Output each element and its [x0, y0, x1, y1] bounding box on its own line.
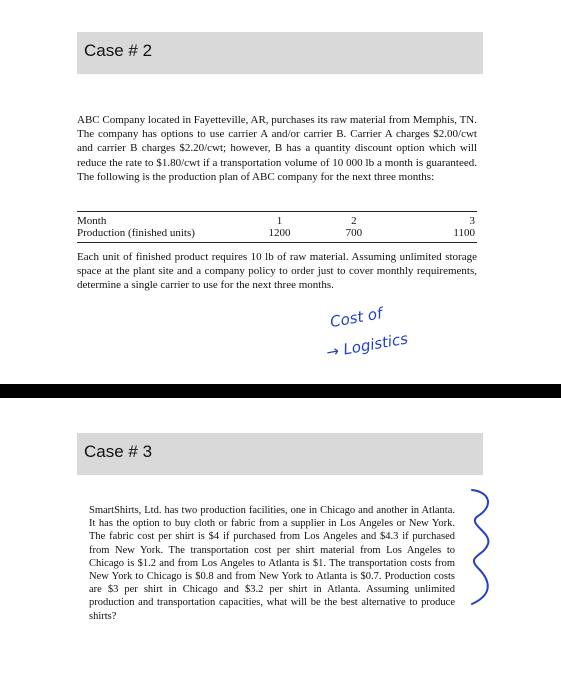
case-3-body: SmartShirts, Ltd. has two production facilities, one in Chicago and another in Atlanta. It has the option to buy cloth or fabric from a supplier in Los Angeles or New York. The fabric cost per shirt is $4 if purchased from Los Angeles and $4.3 if purchased from New York. The transportation cost per shirt material from Los Angeles to Chicago is $1.2 and from Los Angeles to Atlanta is $1. The transportation costs from New York to Chicago is $0.8 and from New York to Atlanta is $0.7. Production costs are $3 per shirt in Chicago and $3.2 per shirt in Atlanta. Assuming unlimited production and transportation capacities, what will be the best alternative to produce shirts?	[89, 505, 455, 622]
production-3: 1100	[453, 227, 475, 239]
case-3-title: Case # 3	[84, 442, 153, 461]
table-row	[77, 212, 477, 228]
case-2-outro: Each unit of finished product requires 10 lb of raw material. Assuming unlimited storage space at the plant site and a company policy to order just to cover monthly requirements, determine a single carrier to use for the next three months.	[77, 251, 477, 292]
bracket-stroke	[472, 490, 488, 604]
month-1: 1	[276, 215, 283, 227]
production-2: 700	[345, 227, 363, 239]
production-table	[77, 211, 477, 243]
handwritten-note-line-1: Cost of	[328, 304, 384, 332]
production-label: Production (finished units)	[77, 227, 195, 239]
case-2-intro: ABC Company located in Fayetteville, AR, purchases its raw material from Memphis, TN. The company has options to use carrier A and/or carrier B. Carrier A charges $2.00/cwt and carrier B charges $2.20/cwt; however, B has a quantity discount option which will reduce the rate to $1.80/cwt if a transportation volume of 10 000 lb a month is guaranteed. The following is the production plan of ABC company for the next three months:	[77, 114, 478, 183]
table-row	[77, 227, 477, 243]
production-1: 1200	[268, 227, 291, 239]
month-3: 3	[469, 215, 475, 227]
case-3-slide	[0, 398, 561, 700]
case-3-header	[77, 433, 483, 475]
handwritten-note-line-2: → Logistics	[324, 329, 410, 362]
case-2-header	[77, 32, 483, 74]
month-2: 2	[351, 215, 357, 227]
month-label: Month	[77, 215, 107, 227]
case-2-title: Case # 2	[84, 41, 153, 60]
handwritten-note	[320, 300, 460, 362]
handwritten-bracket	[464, 482, 504, 612]
